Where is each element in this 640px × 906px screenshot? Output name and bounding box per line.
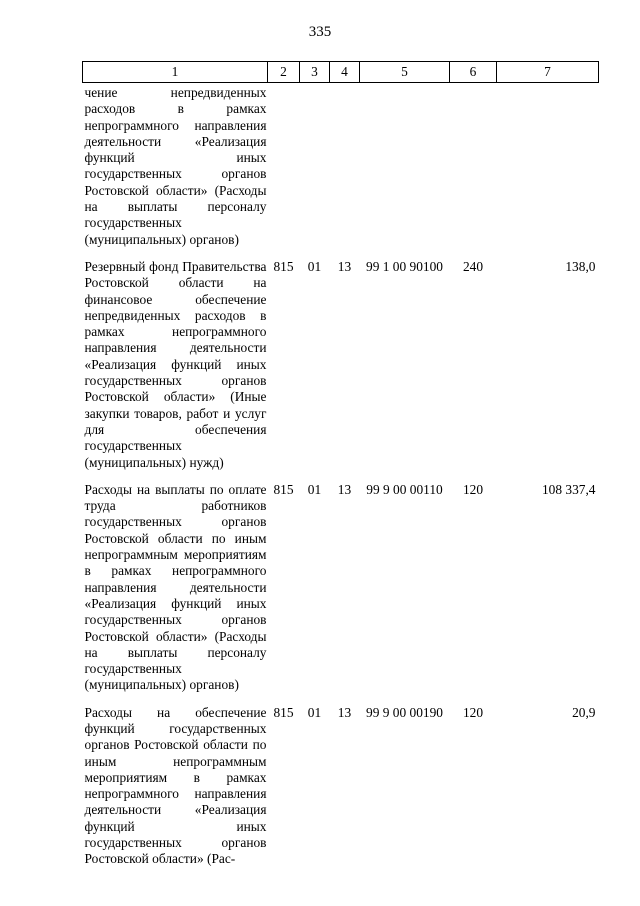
column-header-5: 5 [360, 62, 450, 83]
row-section: 01 [307, 481, 322, 497]
column-header-1: 1 [83, 62, 268, 83]
row-grbs: 815 [273, 704, 294, 720]
row-amount: 108 337,4 [541, 481, 596, 497]
row-subsection: 13 [337, 258, 352, 274]
table-body [83, 83, 599, 868]
row-section [300, 83, 330, 248]
row-spacer [83, 471, 599, 482]
row-amount [497, 83, 599, 248]
row-expense-type: 120 [462, 481, 484, 497]
budget-table [82, 61, 599, 868]
row-amount: 138,0 [565, 258, 596, 274]
row-expense-type [450, 83, 497, 248]
row-spacer [83, 694, 599, 705]
table-row [83, 705, 599, 868]
column-header-4: 4 [330, 62, 360, 83]
row-expense-type: 120 [462, 704, 484, 720]
row-amount: 20,9 [572, 704, 596, 720]
row-target-article: 99 1 00 90100 [366, 258, 443, 274]
column-header-6: 6 [450, 62, 497, 83]
header-row [83, 62, 599, 83]
row-subsection: 13 [337, 481, 352, 497]
row-target-article [360, 83, 450, 248]
table-row [83, 259, 599, 471]
row-target-article: 99 9 00 00110 [366, 481, 443, 497]
table-row [83, 83, 599, 248]
row-grbs: 815 [273, 481, 294, 497]
table-header [83, 62, 599, 83]
column-header-2: 2 [268, 62, 300, 83]
table-row [83, 482, 599, 694]
row-grbs: 815 [273, 258, 294, 274]
column-header-7: 7 [497, 62, 599, 83]
row-subsection: 13 [337, 704, 352, 720]
column-header-3: 3 [300, 62, 330, 83]
row-description: Расходы на обеспечение функций государственных органов Ростовской области по иным непрограммным мероприятиям в рамках непрограммного направления деятельности «Реализация функций иных государственных органов Ростовской области» (Рас- [84, 704, 267, 867]
row-description: чение непредвиденных расходов в рамках непрограммного направления деятельности «Реализация функций иных государственных органов Ростовской области» (Расходы на выплаты персоналу государственных (муниципальных) органов) [84, 85, 267, 247]
row-section: 01 [307, 258, 322, 274]
row-section: 01 [307, 704, 322, 720]
row-spacer [83, 248, 599, 259]
row-subsection [330, 83, 360, 248]
row-description: Расходы на выплаты по оплате труда работников государственных органов Ростовской области по иным непрограммным мероприятиям в рамках непрограммного направления деятельности «Реализация функций иных государственных органов Ростовской области» (Расходы на выплаты персоналу государственных (муниципальных) органов) [84, 481, 267, 693]
row-expense-type: 240 [462, 258, 484, 274]
row-grbs [268, 83, 300, 248]
page-number: 335 [308, 24, 332, 40]
row-target-article: 99 9 00 00190 [366, 704, 443, 720]
row-description: Резервный фонд Правительства Ростовской области на финансовое обеспечение непредвиденных расходов в рамках непрограммного направления деятельности «Реализация функций иных государственных органов Ростовской области» (Иные закупки товаров, работ и услуг для обеспечения государственных (муниципальных) нужд) [84, 258, 267, 470]
